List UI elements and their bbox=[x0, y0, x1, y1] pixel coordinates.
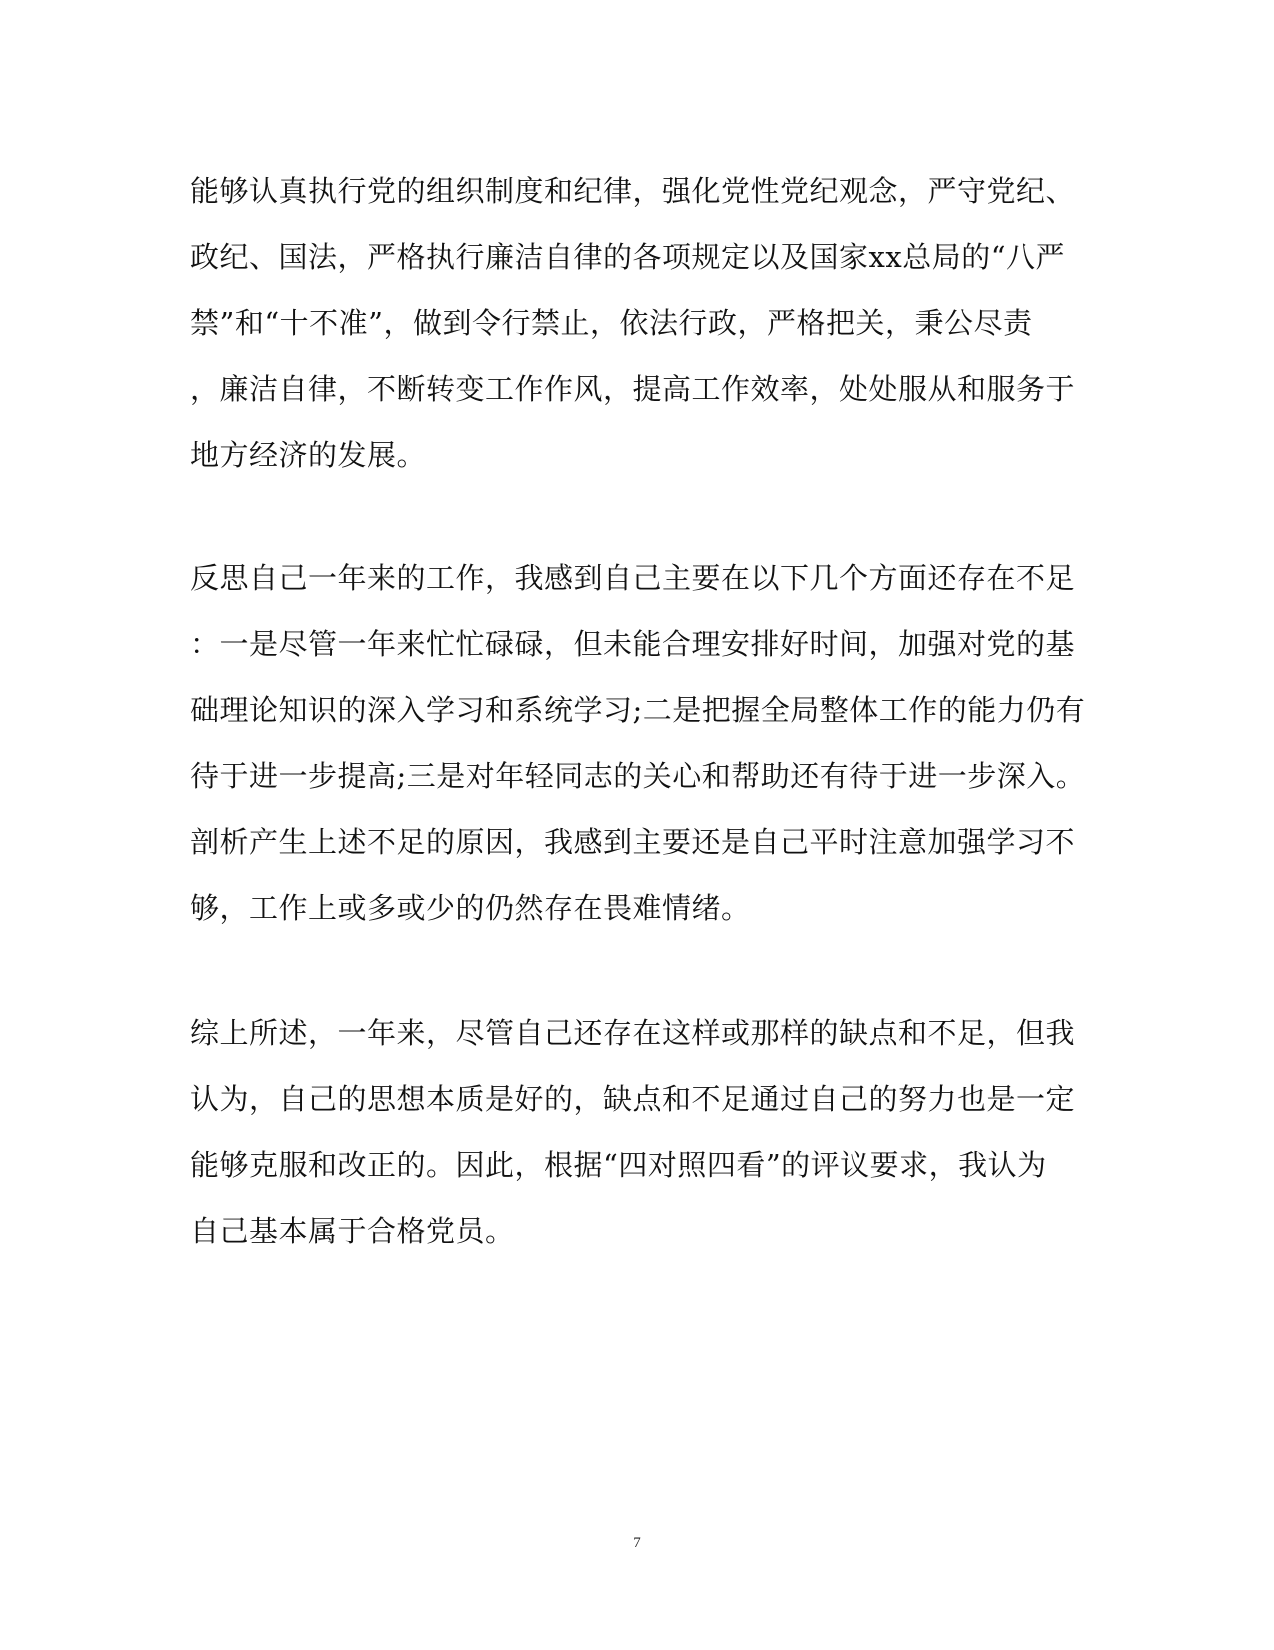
text-line: 剖析产生上述不足的原因，我感到主要还是自己平时注意加强学习不 bbox=[190, 825, 1076, 859]
text-line: 认为，自己的思想本质是好的，缺点和不足通过自己的努力也是一定 bbox=[190, 1082, 1076, 1116]
text-line: 政纪、国法，严格执行廉洁自律的各项规定以及国家xx总局的“八严 bbox=[190, 240, 1066, 274]
text-line: 自己基本属于合格党员。 bbox=[190, 1214, 515, 1248]
text-line: 础理论知识的深入学习和系统学习;二是把握全局整体工作的能力仍有 bbox=[190, 693, 1086, 727]
text-line: 待于进一步提高;三是对年轻同志的关心和帮助还有待于进一步深入。 bbox=[190, 759, 1086, 793]
text-line: 够，工作上或多或少的仍然存在畏难情绪。 bbox=[190, 891, 751, 925]
paragraph-reflection bbox=[190, 545, 1090, 941]
text-line: ：一是尽管一年来忙忙碌碌，但未能合理安排好时间，加强对党的基 bbox=[190, 627, 1076, 661]
text-line: ，廉洁自律，不断转变工作作风，提高工作效率，处处服从和服务于 bbox=[190, 372, 1076, 406]
text-line: 地方经济的发展。 bbox=[190, 438, 427, 472]
paragraph-conclusion bbox=[190, 1000, 1090, 1264]
paragraph-discipline bbox=[190, 158, 1090, 488]
text-line: 能够克服和改正的。因此，根据“四对照四看”的评议要求，我认为 bbox=[190, 1148, 1047, 1182]
text-line: 能够认真执行党的组织制度和纪律，强化党性党纪观念，严守党纪、 bbox=[190, 174, 1076, 208]
text-line: 综上所述，一年来，尽管自己还存在这样或那样的缺点和不足，但我 bbox=[190, 1016, 1076, 1050]
text-line: 禁”和“十不准”，做到令行禁止，依法行政，严格把关，秉公尽责 bbox=[190, 306, 1033, 340]
page-number: 7 bbox=[633, 1535, 641, 1551]
text-line: 反思自己一年来的工作，我感到自己主要在以下几个方面还存在不足 bbox=[190, 561, 1076, 595]
